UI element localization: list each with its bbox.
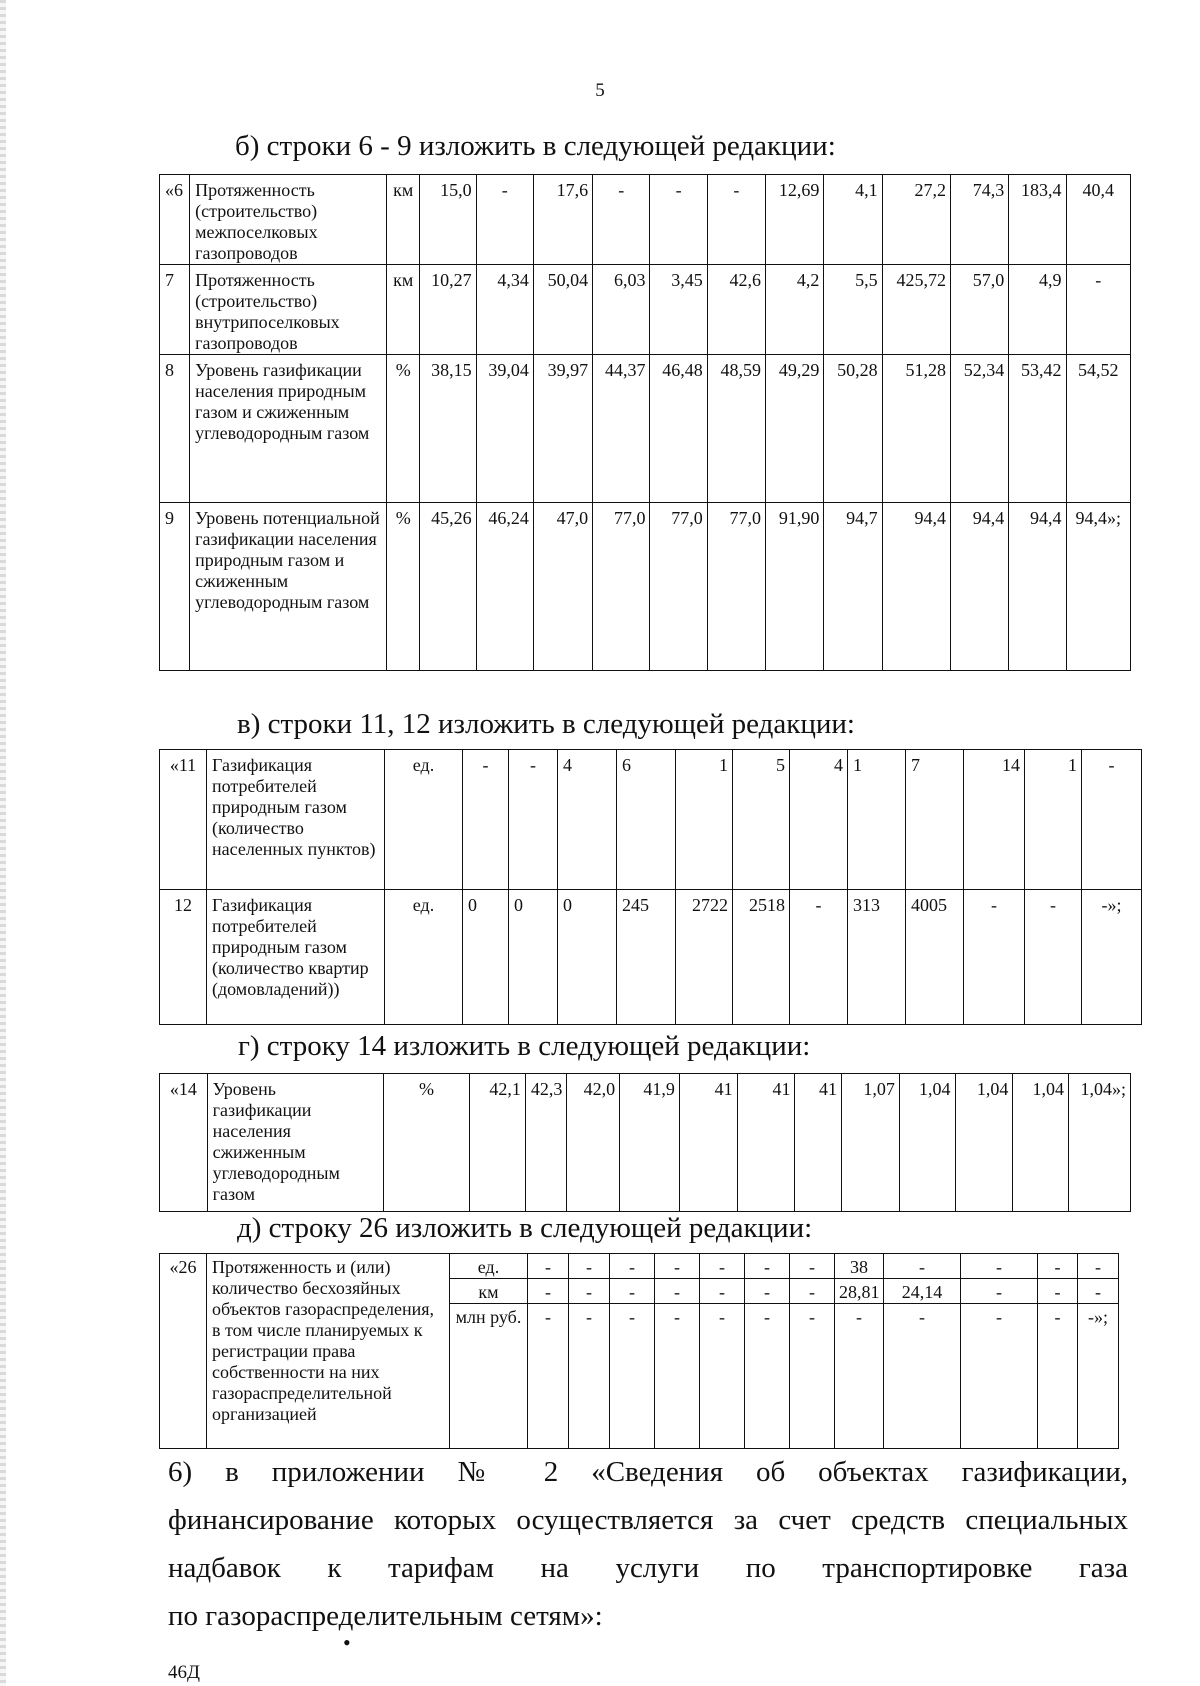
value-cell: - <box>700 1304 745 1449</box>
value-cell: - <box>655 1304 700 1449</box>
value-cell: 4,34 <box>476 265 533 355</box>
value-cell: - <box>593 175 650 265</box>
value-cell: 94,4 <box>1009 503 1066 671</box>
scan-edge <box>0 0 6 1686</box>
value-cell: 52,34 <box>950 355 1008 503</box>
value-cell: 313 <box>848 890 906 1025</box>
value-cell: 50,28 <box>824 355 882 503</box>
value-cell: 51,28 <box>882 355 950 503</box>
table-row <box>160 890 1142 1025</box>
value-cell: 77,0 <box>707 503 765 671</box>
value-cell: - <box>1078 1254 1119 1279</box>
value-cell: 15,0 <box>420 175 476 265</box>
value-cell: - <box>610 1304 655 1449</box>
value-cell: - <box>650 175 707 265</box>
value-cell: 1,07 <box>842 1074 900 1212</box>
value-cell: 4,9 <box>1009 265 1066 355</box>
value-cell: 39,04 <box>476 355 533 503</box>
value-cell: - <box>790 1279 835 1304</box>
value-cell: 46,24 <box>476 503 533 671</box>
value-cell: 24,14 <box>884 1279 961 1304</box>
unit-cell: км <box>450 1279 528 1304</box>
value-cell: 50,04 <box>533 265 592 355</box>
value-cell: 41 <box>795 1074 842 1212</box>
table-row <box>160 503 1131 671</box>
value-cell: 1 <box>848 750 906 890</box>
row-number: 7 <box>160 265 190 355</box>
value-cell: - <box>1038 1279 1078 1304</box>
paragraph-line-1: 6) в приложении № 2 «Сведения об объектах газификации, <box>168 1456 1128 1488</box>
unit-cell: ед. <box>385 890 463 1025</box>
value-cell: - <box>884 1304 961 1449</box>
value-cell: 4,2 <box>766 265 824 355</box>
table-rows-11-12 <box>159 749 1142 1025</box>
value-cell: 6 <box>617 750 676 890</box>
unit-cell: км <box>387 175 420 265</box>
value-cell: 1,04 <box>899 1074 955 1212</box>
value-cell: - <box>790 1304 835 1449</box>
paragraph-line-3: надбавок к тарифам на услуги по транспортировке газа <box>168 1552 1128 1584</box>
value-cell: 41,9 <box>620 1074 680 1212</box>
value-cell: 0 <box>463 890 509 1025</box>
value-cell: 425,72 <box>882 265 950 355</box>
value-cell: - <box>1066 265 1130 355</box>
unit-cell: млн руб. <box>450 1304 528 1449</box>
value-cell: 49,29 <box>766 355 824 503</box>
value-cell: 2722 <box>676 890 733 1025</box>
section-d-heading: д) строку 26 изложить в следующей редакции: <box>237 1212 813 1244</box>
annex-paragraph <box>168 1448 1128 1640</box>
value-cell: - <box>745 1304 790 1449</box>
value-cell: - <box>961 1279 1038 1304</box>
value-cell: 42,0 <box>567 1074 620 1212</box>
value-cell: 1,04 <box>1013 1074 1069 1212</box>
value-cell: 5 <box>733 750 790 890</box>
value-cell: 10,27 <box>420 265 476 355</box>
value-cell: 57,0 <box>950 265 1008 355</box>
value-cell: 38 <box>835 1254 884 1279</box>
value-cell: -»; <box>1082 890 1142 1025</box>
value-cell: 1,04»; <box>1069 1074 1131 1212</box>
value-cell: 40,4 <box>1066 175 1130 265</box>
unit-cell: ед. <box>385 750 463 890</box>
value-cell: 77,0 <box>593 503 650 671</box>
value-cell: - <box>655 1254 700 1279</box>
unit-cell: % <box>387 355 420 503</box>
value-cell: 42,3 <box>525 1074 567 1212</box>
value-cell: - <box>745 1254 790 1279</box>
bullet-mark: • <box>343 1630 351 1655</box>
value-cell: - <box>1078 1279 1119 1304</box>
value-cell: 27,2 <box>882 175 950 265</box>
value-cell: 44,37 <box>593 355 650 503</box>
value-cell: 1,04 <box>955 1074 1013 1212</box>
value-cell: 183,4 <box>1009 175 1066 265</box>
value-cell: 45,26 <box>420 503 476 671</box>
value-cell: 42,1 <box>470 1074 526 1212</box>
value-cell: 6,03 <box>593 265 650 355</box>
row-number: «14 <box>160 1074 208 1212</box>
value-cell: - <box>964 890 1025 1025</box>
value-cell: 4,1 <box>824 175 882 265</box>
table-row <box>160 355 1131 503</box>
value-cell: - <box>569 1279 610 1304</box>
value-cell: 4 <box>558 750 617 890</box>
value-cell: - <box>610 1279 655 1304</box>
row-number: «11 <box>160 750 207 890</box>
value-cell: 5,5 <box>824 265 882 355</box>
value-cell: 0 <box>558 890 617 1025</box>
value-cell: - <box>528 1279 569 1304</box>
row-number: «6 <box>160 175 190 265</box>
value-cell: 48,59 <box>707 355 765 503</box>
value-cell: 39,97 <box>533 355 592 503</box>
value-cell: 53,42 <box>1009 355 1066 503</box>
row-number: 8 <box>160 355 190 503</box>
value-cell: - <box>528 1304 569 1449</box>
table-rows-6-9 <box>159 174 1131 671</box>
table-row <box>160 750 1142 890</box>
value-cell: 17,6 <box>533 175 592 265</box>
value-cell: - <box>655 1279 700 1304</box>
value-cell: 94,4 <box>950 503 1008 671</box>
row-number: 12 <box>160 890 207 1025</box>
value-cell: 94,4»; <box>1066 503 1130 671</box>
value-cell: 1 <box>676 750 733 890</box>
value-cell: 94,7 <box>824 503 882 671</box>
value-cell: - <box>961 1254 1038 1279</box>
value-cell: - <box>1038 1254 1078 1279</box>
indicator-name: Протяженность и (или) количество бесхозяйных объектов газораспределения, в том числе планируемых к регистрации права собственности на них газораспределительной организацией <box>207 1254 450 1449</box>
value-cell: 46,48 <box>650 355 707 503</box>
value-cell: 3,45 <box>650 265 707 355</box>
value-cell: - <box>700 1279 745 1304</box>
value-cell: - <box>790 1254 835 1279</box>
value-cell: 4005 <box>906 890 964 1025</box>
indicator-name: Уровень газификации населения сжиженным углеводородным газом <box>207 1074 383 1212</box>
table-row <box>160 265 1131 355</box>
value-cell: 7 <box>906 750 964 890</box>
value-cell: 41 <box>679 1074 737 1212</box>
value-cell: - <box>463 750 509 890</box>
value-cell: 1 <box>1025 750 1082 890</box>
value-cell: - <box>790 890 848 1025</box>
indicator-name: Уровень потенциальной газификации населения природным газом и сжиженным углеводородным газом <box>190 503 387 671</box>
value-cell: - <box>745 1279 790 1304</box>
indicator-name: Газификация потребителей природным газом (количество населенных пунктов) <box>207 750 385 890</box>
indicator-name: Газификация потребителей природным газом (количество квартир (домовладений)) <box>207 890 385 1025</box>
value-cell: - <box>610 1254 655 1279</box>
value-cell: 245 <box>617 890 676 1025</box>
row-number: 9 <box>160 503 190 671</box>
value-cell: - <box>476 175 533 265</box>
indicator-name: Протяженность (строительство) межпоселковых газопроводов <box>190 175 387 265</box>
table-row-26 <box>159 1253 1162 1449</box>
value-cell: - <box>884 1254 961 1279</box>
value-cell: 54,52 <box>1066 355 1130 503</box>
footer-code: 46Д <box>168 1662 200 1683</box>
value-cell: - <box>700 1254 745 1279</box>
unit-cell: % <box>383 1074 469 1212</box>
value-cell: - <box>569 1254 610 1279</box>
indicator-name: Протяженность (строительство) внутрипоселковых газопроводов <box>190 265 387 355</box>
value-cell: 0 <box>509 890 558 1025</box>
value-cell: - <box>509 750 558 890</box>
value-cell: - <box>528 1254 569 1279</box>
value-cell: 12,69 <box>766 175 824 265</box>
table-row-14 <box>159 1073 1131 1212</box>
value-cell: -»; <box>1078 1304 1119 1449</box>
section-g-heading: г) строку 14 изложить в следующей редакции: <box>238 1030 811 1062</box>
value-cell: 14 <box>964 750 1025 890</box>
table-row <box>160 1074 1131 1212</box>
value-cell: 42,6 <box>707 265 765 355</box>
value-cell: 47,0 <box>533 503 592 671</box>
value-cell: 94,4 <box>882 503 950 671</box>
unit-cell: км <box>387 265 420 355</box>
paragraph-line-4: по газораспределительным сетям»: <box>168 1600 603 1632</box>
value-cell: - <box>835 1304 884 1449</box>
value-cell: 41 <box>737 1074 795 1212</box>
unit-cell: ед. <box>450 1254 528 1279</box>
row-number: «26 <box>160 1254 207 1449</box>
value-cell: - <box>961 1304 1038 1449</box>
value-cell: 38,15 <box>420 355 476 503</box>
table-row <box>160 175 1131 265</box>
value-cell: - <box>1082 750 1142 890</box>
unit-cell: % <box>387 503 420 671</box>
table-row <box>160 1254 1162 1279</box>
indicator-name: Уровень газификации населения природным газом и сжиженным углеводородным газом <box>190 355 387 503</box>
page-number: 5 <box>595 80 605 101</box>
paragraph-line-2: финансирование которых осуществляется за счет средств специальных <box>168 1504 1128 1536</box>
value-cell: 91,90 <box>766 503 824 671</box>
value-cell: - <box>1038 1304 1078 1449</box>
section-v-heading: в) строки 11, 12 изложить в следующей редакции: <box>237 708 855 740</box>
value-cell: 74,3 <box>950 175 1008 265</box>
value-cell: 2518 <box>733 890 790 1025</box>
section-b-heading: б) строки 6 - 9 изложить в следующей редакции: <box>235 130 836 162</box>
value-cell: - <box>707 175 765 265</box>
value-cell: - <box>1025 890 1082 1025</box>
value-cell: - <box>569 1304 610 1449</box>
value-cell: 77,0 <box>650 503 707 671</box>
value-cell: 28,81 <box>835 1279 884 1304</box>
value-cell: 4 <box>790 750 848 890</box>
